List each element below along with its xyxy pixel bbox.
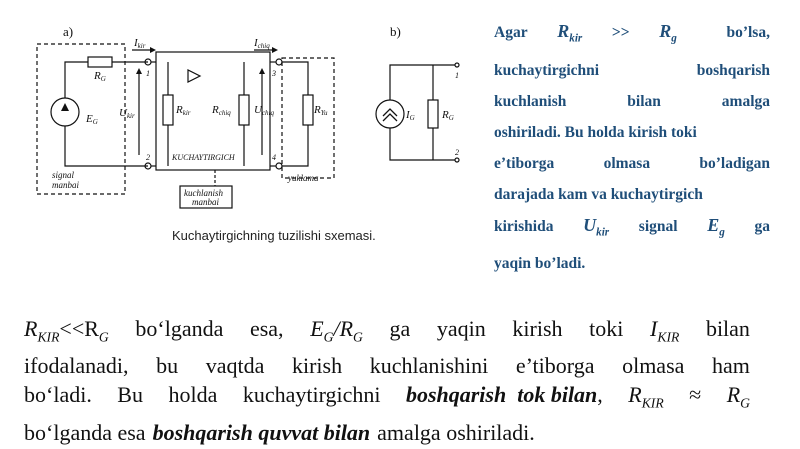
bottom-line-1: $R_{KIR}<<R_G$ bo‘lganda esa, $E_G/R_G$ ga yaqin kirish toki $I_{KIR}$ bilan [24, 316, 750, 345]
svg-text:RG: RG [94, 70, 106, 83]
svg-text:Ikir: Ikir [134, 37, 146, 50]
svg-text:1: 1 [455, 71, 459, 80]
r-yu-resistor [303, 95, 313, 125]
right-paragraph [494, 16, 770, 279]
right-line-3: kuchlanish bilan amalga [494, 92, 770, 110]
figure-caption: Kuchaytirgichning tuzilishi sxemasi. [172, 228, 376, 243]
svg-text:signal: signal [52, 170, 75, 180]
svg-text:Uchiq: Uchiq [254, 104, 275, 117]
svg-text:manbai: manbai [52, 180, 79, 190]
right-line-2: kuchaytirgichni boshqarish [494, 61, 770, 79]
svg-text:RYu: RYu [314, 104, 328, 117]
label-b: b) [390, 24, 401, 39]
bottom-line-3: bo‘ladi. Bu holda kuchaytirgichni boshqarish tok bilan, $R_{KIR}$ ≈ $R_G$ [24, 382, 750, 411]
svg-text:4: 4 [272, 153, 276, 162]
svg-text:manbai: manbai [192, 197, 219, 207]
svg-text:Rkir: Rkir [176, 104, 191, 117]
right-line-4: oshiriladi. Bu holda kirish toki [494, 123, 697, 141]
svg-text:IG: IG [406, 109, 415, 122]
svg-text:RG: RG [442, 109, 454, 122]
svg-text:1: 1 [146, 69, 150, 78]
svg-text:Ichiq: Ichiq [254, 37, 270, 50]
svg-text:3: 3 [272, 69, 276, 78]
bottom-line-4: bo‘lganda esa boshqarish quvvat bilan amalga oshiriladi. [24, 419, 535, 445]
right-line-8: yaqin bo’ladi. [494, 255, 586, 273]
right-line-1: Agar $R_{kir}$ >> $R_g$ bo’lsa, [494, 21, 770, 45]
eg-source-circle [51, 98, 79, 126]
bottom-paragraph [24, 314, 750, 447]
r-kir-resistor [163, 95, 173, 125]
svg-text:EG: EG [86, 113, 98, 126]
label-a: a) [63, 24, 74, 39]
right-line-6: darajada kam va kuchaytirgich [494, 185, 703, 203]
rg-b-resistor [428, 100, 438, 128]
svg-text:2: 2 [146, 153, 150, 162]
svg-text:kuchlanish: kuchlanish [184, 188, 223, 198]
amplifier-triangle [188, 70, 200, 82]
amplifier-structure-diagram [0, 0, 480, 250]
r-chiq-resistor [239, 95, 249, 125]
right-line-7: kirishida $U_{kir}$ signal $E_g$ ga [494, 214, 770, 239]
svg-text:yuklama: yuklama [288, 173, 319, 183]
bottom-line-2: ifodalanadi, bu vaqtda kirish kuchlanishini e’tiborga olmasa ham [24, 353, 750, 379]
svg-text:Rchiq: Rchiq [212, 104, 231, 117]
svg-text:Ukir: Ukir [119, 107, 135, 120]
svg-text:KUCHAYTIRGICH: KUCHAYTIRGICH [172, 153, 235, 162]
right-line-5: e’tiborga olmasa bo’ladigan [494, 154, 770, 172]
rg-resistor [88, 57, 112, 67]
svg-text:2: 2 [455, 148, 459, 157]
